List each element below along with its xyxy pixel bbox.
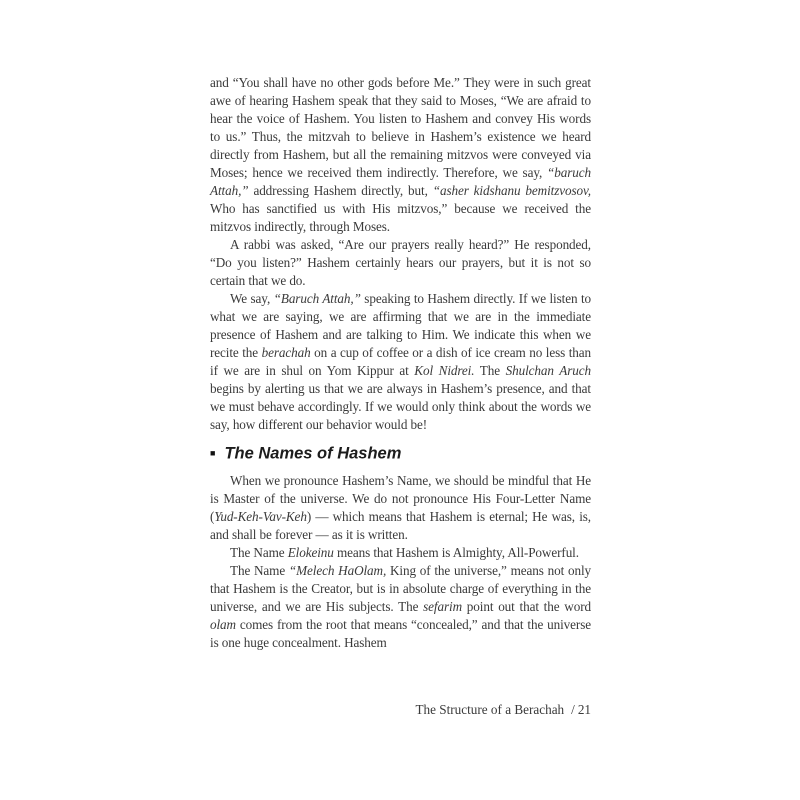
italic-text-segment: “Baruch Attah,”: [273, 291, 361, 306]
body-paragraph: [210, 290, 591, 434]
text-block: [210, 74, 591, 652]
body-paragraphs-before-heading: [210, 74, 591, 434]
running-footer: [210, 701, 591, 719]
italic-text-segment: “asher kidshanu bemitzvosov,: [432, 183, 591, 198]
italic-text-segment: sefarim: [423, 598, 463, 614]
square-bullet-icon: ■: [210, 448, 216, 458]
body-paragraph: [210, 562, 591, 652]
text-segment: We say,: [230, 291, 274, 306]
italic-text-segment: berachah: [261, 345, 311, 360]
text-segment: The Name: [230, 544, 288, 560]
body-paragraphs-after-heading: [210, 472, 591, 652]
italic-text-segment: Elokeinu: [287, 544, 334, 560]
text-segment: point out that the word: [462, 598, 591, 614]
text-segment: means that Hashem is Almighty, All-Powerful.: [333, 544, 579, 560]
text-segment: comes from the root that means “concealed,” and that the universe is one huge concealment. Hashem: [210, 616, 591, 650]
text-segment: begins by alerting us that we are always in Hashem’s presence, and that we must behave accordingly. If we would only think about the words we say, how different our behavior would be!: [210, 381, 591, 432]
text-segment: King of the universe,” means not only that Hashem is the Creator, but is in absolute charge of everything in the universe, and we are His subjects. The: [210, 562, 591, 614]
footer-chapter-title: The Structure of a Berachah: [415, 702, 565, 717]
text-segment: on a cup of coffee or a dish of ice cream no less than if we are in shul on Yom Kippur at: [210, 345, 591, 378]
text-segment: The Name: [230, 562, 289, 578]
body-paragraph: [210, 74, 591, 236]
italic-text-segment: olam: [210, 616, 236, 632]
text-segment: speaking to Hashem directly. If we listen to what we are saying, we are affirming that we are in the immediate presence of Hashem and are talking to Him. We indicate this when we recite the: [210, 291, 591, 360]
text-segment: The: [474, 363, 506, 378]
text-segment: When we pronounce Hashem’s Name, we should be mindful that He is Master of the universe. We do not pronounce His Four-Letter Name (: [210, 472, 591, 524]
italic-text-segment: “Melech HaOlam,: [288, 562, 387, 578]
text-segment: addressing Hashem directly, but,: [248, 183, 433, 198]
body-paragraph: [210, 472, 591, 544]
text-segment: Who has sanctified us with His mitzvos,” because we received the mitzvos indirectly, through Moses.: [210, 201, 591, 234]
text-segment: ) — which means that Hashem is eternal; He was, is, and shall be forever — as it is written.: [210, 508, 591, 542]
text-segment: A rabbi was asked, “Are our prayers really heard?” He responded, “Do you listen?” Hashem certainly hears our prayers, but it is not so certain that we do.: [210, 237, 591, 288]
italic-text-segment: Shulchan Aruch: [505, 363, 592, 378]
italic-text-segment: Kol Nidrei.: [414, 363, 475, 378]
italic-text-segment: “baruch Attah,”: [210, 165, 591, 198]
body-paragraph: [210, 236, 591, 290]
italic-text-segment: Yud-Keh-Vav-Keh: [214, 508, 307, 524]
text-segment: and “You shall have no other gods before Me.” They were in such great awe of hearing Hashem speak that they said to Moses, “We are afraid to hear the voice of Hashem. You listen to Hashem and convey His words to us.” Thus, the mitzvah to believe in Hashem’s existence we heard directly from Hashem, but all the remaining mitzvos were conveyed via Moses; hence we received them indirectly. Therefore, we say,: [210, 75, 591, 180]
footer-page-number: 21: [577, 702, 591, 717]
section-heading-text: The Names of Hashem: [224, 444, 402, 463]
section-heading: [210, 443, 591, 464]
footer-separator: /: [571, 702, 575, 717]
body-paragraph: [210, 544, 591, 562]
